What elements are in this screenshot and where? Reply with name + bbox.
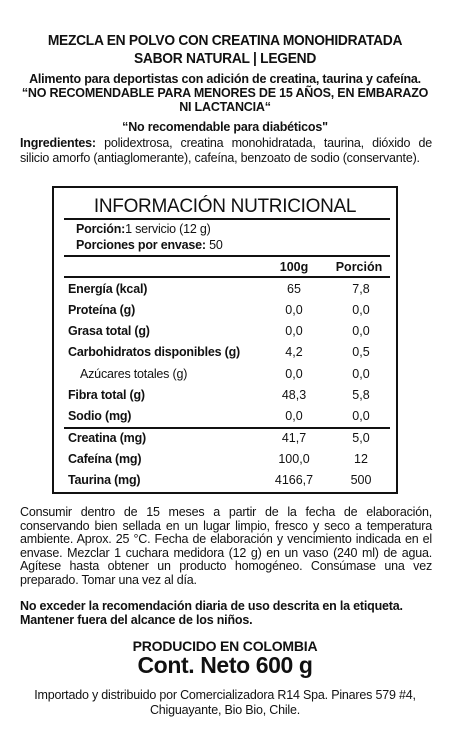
net-content: Cont. Neto 600 g	[137, 652, 313, 678]
product-title-line2: SABOR NATURAL | LEGEND	[133, 50, 317, 67]
importer-line1: Importado y distribuido por Comercializadora R14 Spa. Pinares 579 #4,	[34, 688, 416, 702]
portion-value: 1 servicio (12 g)	[125, 222, 211, 236]
row-label-caffeine: Cafeína (mg)	[68, 452, 142, 466]
row-value-portion: 0,0	[352, 367, 370, 381]
warning-children: Mantener fuera del alcance de los niños.	[20, 613, 253, 627]
product-title-line1: MEZCLA EN POLVO CON CREATINA MONOHIDRATADA	[47, 32, 403, 49]
row-value-portion: 0,0	[352, 409, 370, 423]
row-label-carbs: Carbohidratos disponibles (g)	[68, 345, 240, 359]
ingredients-paragraph	[20, 136, 432, 165]
row-label-creatine: Creatina (mg)	[68, 431, 146, 445]
row-value-100g: 0,0	[285, 367, 303, 381]
portion-line	[76, 222, 211, 236]
row-value-100g: 0,0	[285, 324, 303, 338]
warning-daily-dose: No exceder la recomendación diaria de uso descrita en la etiqueta.	[20, 599, 403, 613]
servings-label: Porciones por envase:	[76, 238, 206, 252]
servings-line	[76, 238, 223, 252]
divider	[64, 218, 390, 220]
row-label-sugars: Azúcares totales (g)	[80, 367, 188, 381]
origin-label: PRODUCIDO EN COLOMBIA	[132, 638, 318, 654]
warning-minors-line1: “NO RECOMENDABLE PARA MENORES DE 15 AÑOS, EN EMBARAZO	[21, 86, 429, 100]
row-label-fat: Grasa total (g)	[68, 324, 150, 338]
nutrition-facts-table	[52, 186, 398, 494]
portion-label: Porción:	[76, 222, 126, 236]
column-header-portion: Porción	[335, 260, 383, 274]
warning-minors-line2: NI LACTANCIA“	[179, 100, 271, 114]
ingredients-text: polidextrosa, creatina monohidratada, taurina, dióxido de silicio amorfo (antiaglomerante), cafeína, benzoato de sodio (conservante).	[20, 136, 432, 165]
servings-value: 50	[205, 238, 223, 252]
row-label-taurine: Taurina (mg)	[68, 473, 141, 487]
row-label-fiber: Fibra total (g)	[68, 388, 145, 402]
ingredients-label: Ingredientes:	[20, 136, 96, 150]
importer-line2: Chiguayante, Bio Bio, Chile.	[149, 703, 301, 717]
row-label-protein: Proteína (g)	[68, 303, 136, 317]
row-value-100g: 100,0	[278, 452, 310, 466]
divider	[64, 427, 390, 429]
row-value-portion: 0,5	[352, 345, 370, 359]
usage-instructions: Consumir dentro de 15 meses a partir de la fecha de elaboración, conservando bien sellada en un lugar limpio, fresco y seco a temperatura ambiente. Aprox. 25 °C. Fecha de elaboración y vencimiento indicada en el envase. Mezclar 1 cuchara medidora (12 g) en un vaso (240 ml) de agua. Agítese hasta obtener un producto homogéneo. Consúmase una vez preparado. Tomar una vez al día.	[20, 505, 432, 587]
row-value-portion: 7,8	[352, 282, 370, 296]
row-value-portion: 12	[354, 452, 368, 466]
row-label-sodium: Sodio (mg)	[68, 409, 132, 423]
row-value-100g: 4,2	[285, 345, 303, 359]
row-value-100g: 41,7	[281, 431, 307, 445]
row-value-portion: 0,0	[352, 324, 370, 338]
divider	[64, 276, 390, 278]
product-description: Alimento para deportistas con adición de creatina, taurina y cafeína.	[29, 72, 421, 86]
row-value-portion: 500	[350, 473, 372, 487]
row-value-portion: 0,0	[352, 303, 370, 317]
row-label-energy: Energía (kcal)	[68, 282, 148, 296]
warning-diabetics: “No recomendable para diabéticos"	[122, 120, 328, 134]
row-value-100g: 4166,7	[274, 473, 314, 487]
row-value-portion: 5,0	[352, 431, 370, 445]
row-value-portion: 5,8	[352, 388, 370, 402]
row-value-100g: 0,0	[285, 303, 303, 317]
nutrition-title: INFORMACIÓN NUTRICIONAL	[93, 196, 357, 217]
column-header-100g: 100g	[279, 260, 309, 274]
divider	[64, 255, 390, 257]
row-value-100g: 0,0	[285, 409, 303, 423]
row-value-100g: 48,3	[281, 388, 307, 402]
row-value-100g: 65	[287, 282, 301, 296]
